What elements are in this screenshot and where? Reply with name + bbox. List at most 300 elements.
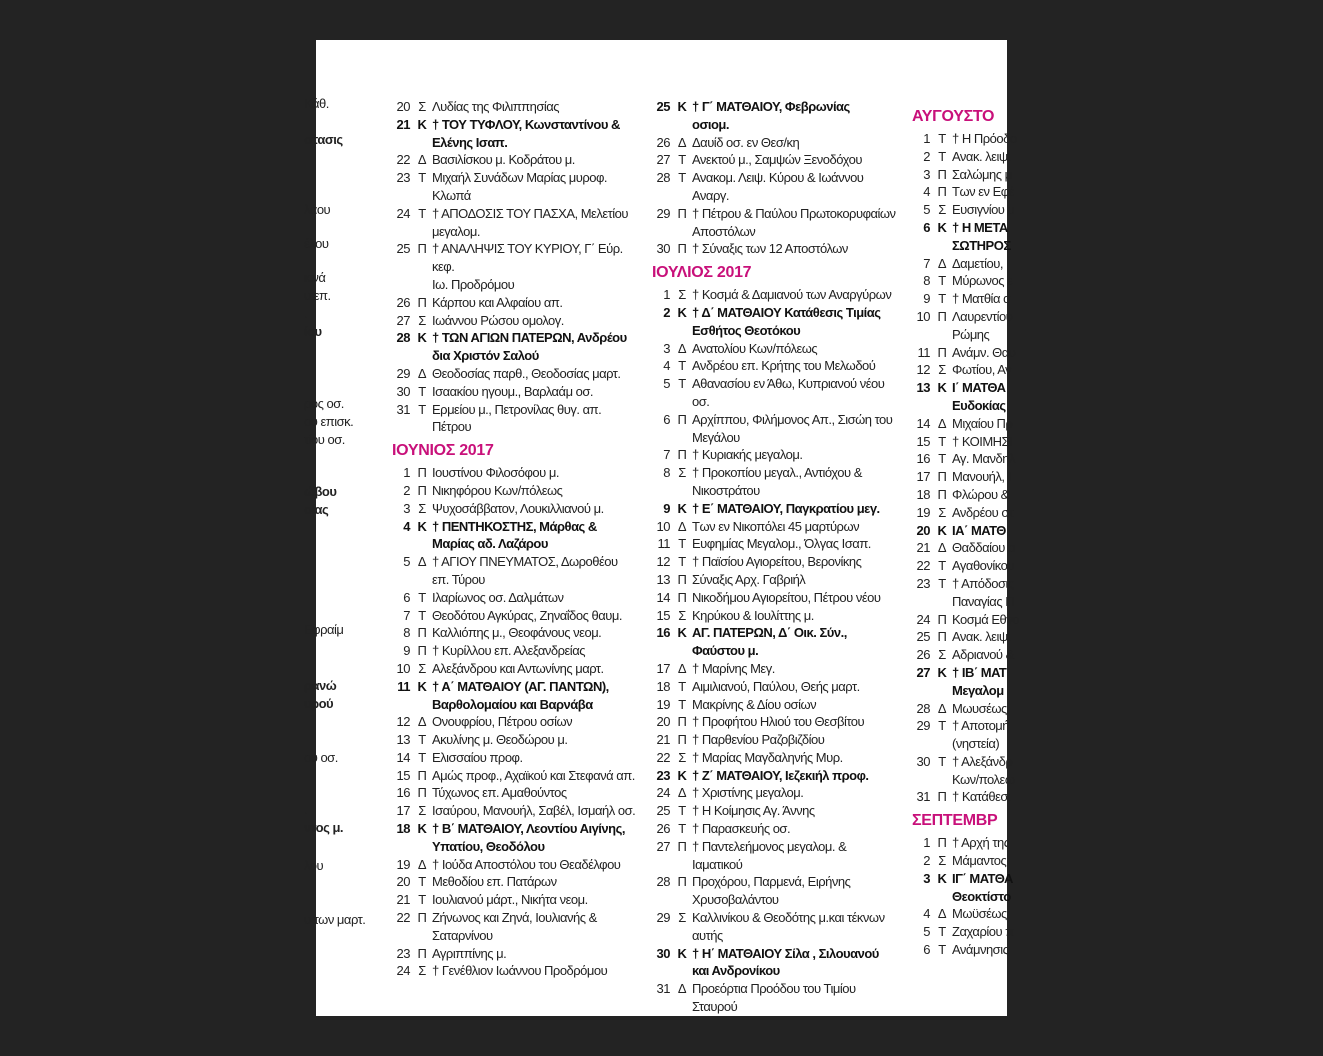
feast-text: Αγαθονίκου: [952, 558, 1014, 574]
left-fragment-text: ρανώ: [304, 678, 337, 693]
feast-text: † Αρχή της: [952, 835, 1010, 851]
calendar-entry: [912, 717, 1152, 735]
weekday-letter: Τ: [938, 753, 946, 769]
calendar-entry: [652, 205, 897, 223]
weekday-letter: Τ: [938, 131, 946, 146]
calendar-entry: [652, 820, 897, 838]
feast-text: † Κυρίλλου επ. Αλεξανδρείας: [432, 643, 585, 659]
calendar-entry: [392, 169, 637, 187]
feast-text: † Απόδοσις: [952, 575, 1014, 591]
feast-text: Κλωπά: [432, 187, 471, 203]
calendar-entry: [392, 802, 637, 820]
feast-text: Ι΄ ΜΑΤΘΑ: [952, 380, 1006, 396]
day-number: 22: [396, 152, 410, 168]
weekday-letter: [414, 927, 430, 945]
weekday-letter: Π: [937, 835, 947, 851]
day-number: 23: [396, 170, 410, 186]
feast-text: Ανακομ. Λειψ. Κύρου & Ιωάννου Αναργ.: [692, 170, 864, 203]
calendar-entry: [652, 500, 897, 518]
weekday-letter: Τ: [678, 358, 686, 374]
weekday-letter: Π: [677, 447, 687, 463]
calendar-entry: [912, 700, 1152, 718]
weekday-letter: Σ: [418, 500, 426, 516]
feast-text: Μωϋσέως: [952, 906, 1007, 922]
calendar-entry: [392, 134, 637, 152]
day-number: 7: [403, 607, 410, 623]
day-number: 9: [923, 291, 930, 307]
day-number: 25: [656, 99, 670, 114]
weekday-letter: Κ: [417, 821, 427, 837]
weekday-letter: Τ: [678, 678, 686, 694]
month-heading: ΙΟΥΛΙΟΣ 2017: [652, 264, 752, 282]
day-number: 4: [403, 518, 410, 534]
feast-text: Μανουήλ, Ι: [952, 469, 1011, 485]
calendar-entry: [392, 589, 637, 607]
day-number: 6: [663, 411, 670, 427]
feast-text: † ΑΠΟΔΟΣΙΣ ΤΟΥ ΠΑΣΧΑ, Μελετίου: [432, 205, 628, 221]
calendar-entry: [912, 433, 1152, 451]
calendar-entry: [392, 678, 637, 696]
calendar-entry: [392, 873, 637, 891]
weekday-letter: Τ: [938, 291, 946, 307]
feast-text: Ονουφρίου, Πέτρου οσίων: [432, 714, 573, 730]
feast-text: † Μαρίας Μαγδαληνής Μυρ.: [692, 749, 843, 765]
weekday-letter: Δ: [937, 255, 947, 271]
calendar-entry: [912, 888, 1152, 906]
day-number: 24: [396, 205, 410, 221]
feast-text: † Προφήτου Ηλιού του Θεσβίτου: [692, 714, 865, 730]
day-number: 25: [916, 629, 930, 645]
weekday-letter: [934, 397, 950, 415]
calendar-entry: [652, 518, 897, 536]
feast-text: † Ματθία α: [952, 291, 1011, 307]
weekday-letter: Π: [417, 767, 427, 783]
feast-text: Εσθήτος Θεοτόκου: [692, 322, 801, 338]
weekday-letter: Σ: [418, 312, 426, 328]
feast-text: (νηστεία): [952, 736, 1000, 752]
weekday-letter: [414, 187, 430, 205]
calendar-entry: [912, 397, 1152, 415]
feast-text: Κοσμά Εθνο: [952, 611, 1020, 627]
feast-text: ΑΓ. ΠΑΤΕΡΩΝ, Δ΄ Οικ. Σύν.,: [692, 625, 847, 641]
feast-text: Αιμιλιανού, Παύλου, Θεής μαρτ.: [692, 678, 860, 694]
weekday-letter: [414, 347, 430, 365]
feast-text: Ιωάννου Ρώσου ομολογ.: [432, 312, 564, 328]
weekday-letter: Τ: [938, 942, 946, 958]
feast-text: Κηρύκου & Ιουλίττης μ.: [692, 607, 814, 623]
day-number: 15: [656, 607, 670, 623]
calendar-entry: [652, 642, 897, 660]
calendar-entry: [912, 415, 1152, 433]
day-number: 3: [403, 500, 410, 516]
month-heading: ΙΟΥΝΙΟΣ 2017: [392, 442, 494, 460]
calendar-entry: [392, 784, 637, 802]
weekday-letter: Δ: [417, 554, 427, 570]
feast-text: Ιουλιανού μάρτ., Νικήτα νεομ.: [432, 892, 588, 908]
weekday-letter: Τ: [418, 589, 426, 605]
feast-text: Μεγάλου: [692, 429, 740, 445]
weekday-letter: Τ: [418, 383, 426, 399]
day-number: 4: [923, 906, 930, 922]
feast-text: † Η ΜΕΤΑ: [952, 219, 1008, 235]
feast-text: Ανδρέου επ. Κρήτης του Μελωδού: [692, 358, 876, 374]
day-number: [912, 237, 934, 255]
day-number: 12: [396, 714, 410, 730]
calendar-entry: [652, 429, 897, 447]
day-number: 1: [403, 465, 410, 481]
day-number: 6: [403, 589, 410, 605]
weekday-letter: Τ: [938, 718, 946, 734]
day-number: 29: [656, 205, 670, 221]
day-number: 16: [916, 451, 930, 467]
feast-text: οσιομ.: [692, 116, 729, 132]
calendar-entry: [652, 696, 897, 714]
weekday-letter: Π: [677, 838, 687, 854]
feast-text: Αποστόλων: [692, 223, 756, 239]
left-fragment-text: κινά: [304, 270, 326, 285]
feast-text: Αρχίππου, Φιλήμονος Απ., Σισώη του: [692, 411, 893, 427]
day-number: [912, 593, 934, 611]
feast-text: Μαρίας αδ. Λαζάρου: [432, 536, 548, 552]
weekday-letter: [934, 326, 950, 344]
weekday-letter: Σ: [418, 803, 426, 819]
calendar-entry: [912, 539, 1152, 557]
day-number: [392, 927, 414, 945]
day-number: [652, 223, 674, 241]
feast-text: Κάρπου και Αλφαίου απ.: [432, 294, 563, 310]
day-number: 3: [663, 340, 670, 356]
weekday-letter: Π: [937, 789, 947, 805]
feast-text: † Χριστίνης μεγαλομ.: [692, 785, 804, 801]
feast-text: Αμώς προφ., Αχαϊκού και Στεφανά απ.: [432, 767, 635, 783]
feast-text: † Παϊσίου Αγιορείτου, Βερονίκης: [692, 554, 862, 570]
weekday-letter: Τ: [938, 148, 946, 164]
left-fragment-text: ου επισκ.: [304, 414, 354, 429]
weekday-letter: Κ: [677, 500, 687, 516]
day-number: 1: [923, 835, 930, 851]
day-number: 12: [916, 362, 930, 378]
day-number: 28: [396, 330, 410, 346]
weekday-letter: Δ: [677, 660, 687, 676]
calendar-entry: [392, 713, 637, 731]
calendar-entry: [912, 941, 1152, 959]
feast-text: † Προκοπίου μεγαλ., Αντιόχου &: [692, 465, 862, 481]
calendar-entry: [652, 116, 897, 134]
day-number: 2: [923, 853, 930, 869]
weekday-letter: Σ: [938, 647, 946, 663]
day-number: 22: [396, 910, 410, 926]
calendar-entry: [912, 255, 1152, 273]
weekday-letter: Σ: [418, 99, 426, 114]
weekday-letter: [674, 642, 690, 660]
weekday-letter: Π: [937, 611, 947, 627]
day-number: [652, 429, 674, 447]
calendar-entry: [392, 401, 637, 437]
day-number: 21: [916, 540, 930, 556]
day-number: 14: [396, 749, 410, 765]
day-number: 27: [916, 664, 930, 680]
left-fragment-text: έλου: [304, 236, 329, 251]
feast-text: Τύχωνος επ. Αμαθούντος: [432, 785, 567, 801]
left-fragment-text: Κάθ.: [304, 96, 329, 111]
feast-text: † Α΄ ΜΑΤΘΑΙΟΥ (ΑΓ. ΠΑΝΤΩΝ),: [432, 678, 609, 694]
day-number: 14: [916, 415, 930, 431]
day-number: 21: [656, 732, 670, 748]
weekday-letter: [414, 696, 430, 714]
calendar-entry: [652, 607, 897, 625]
calendar-entry: [392, 749, 637, 767]
month-heading: ΣΕΠΤΕΜΒΡ: [912, 812, 998, 830]
feast-text: Ευδοκίας: [952, 397, 1006, 413]
day-number: 31: [916, 789, 930, 805]
day-number: 30: [396, 383, 410, 399]
calendar-entry: [912, 522, 1152, 540]
calendar-entry: [392, 240, 637, 276]
day-number: 8: [403, 625, 410, 641]
day-number: 2: [403, 482, 410, 498]
day-number: 18: [656, 678, 670, 694]
calendar-entry: [652, 151, 897, 169]
feast-text: Ισαύρου, Μανουήλ, Σαβέλ, Ισμαήλ οσ.: [432, 803, 636, 819]
calendar-entry: [392, 820, 637, 838]
day-number: 13: [396, 732, 410, 748]
day-number: 21: [396, 892, 410, 908]
day-number: 24: [916, 611, 930, 627]
day-number: [392, 696, 414, 714]
weekday-letter: Π: [937, 166, 947, 182]
weekday-letter: [414, 134, 430, 152]
weekday-letter: Π: [677, 589, 687, 605]
day-number: 5: [923, 202, 930, 218]
calendar-entry: [392, 856, 637, 874]
feast-text: † Ζ΄ ΜΑΤΘΑΙΟΥ, Ιεζεκιήλ προφ.: [692, 767, 869, 783]
calendar-entry: [392, 696, 637, 714]
feast-text: † Κατάθεσι: [952, 789, 1011, 805]
feast-text: δια Χριστόν Σαλού: [432, 348, 539, 364]
calendar-entry: [392, 518, 637, 536]
day-number: 9: [403, 643, 410, 659]
weekday-letter: Κ: [677, 304, 687, 320]
calendar-entry: [652, 240, 897, 258]
calendar-entry: [912, 905, 1152, 923]
calendar-entry: [392, 223, 637, 241]
weekday-letter: Σ: [418, 660, 426, 676]
weekday-letter: Π: [417, 241, 427, 257]
calendar-entry: [652, 357, 897, 375]
day-number: 2: [663, 304, 670, 320]
weekday-letter: Π: [937, 469, 947, 485]
calendar-entry: [392, 347, 637, 365]
feast-text: Λυδίας της Φιλιππησίας: [432, 99, 560, 114]
calendar-entry: [652, 749, 897, 767]
day-number: 29: [656, 910, 670, 926]
feast-text: † Παρασκευής οσ.: [692, 821, 791, 837]
left-fragment-text: .: [304, 306, 308, 321]
day-number: 8: [663, 465, 670, 481]
day-number: 26: [656, 821, 670, 837]
feast-text: † Πέτρου & Παύλου Πρωτοκορυφαίων: [692, 205, 896, 221]
day-number: 9: [663, 500, 670, 516]
feast-text: Ιουστίνου Φιλοσόφου μ.: [432, 465, 559, 481]
calendar-entry: [392, 151, 637, 169]
day-number: [912, 888, 934, 906]
weekday-letter: [414, 838, 430, 856]
day-number: 27: [656, 838, 670, 854]
feast-text: Ευσιγνίου μ: [952, 202, 1015, 218]
day-number: 17: [396, 803, 410, 819]
day-number: 19: [396, 856, 410, 872]
calendar-entry: [652, 945, 897, 963]
feast-text: Νικηφόρου Κων/πόλεως: [432, 482, 563, 498]
day-number: 8: [923, 273, 930, 289]
day-number: 30: [656, 241, 670, 257]
day-number: 19: [916, 504, 930, 520]
feast-text: Σαλώμης μ: [952, 166, 1012, 182]
weekday-letter: Π: [677, 241, 687, 257]
weekday-letter: Π: [937, 308, 947, 324]
weekday-letter: Κ: [417, 330, 427, 346]
column-august-september: [912, 102, 1152, 959]
left-fragment-text: λάου: [304, 202, 331, 217]
calendar-entry: [392, 607, 637, 625]
weekday-letter: Σ: [938, 853, 946, 869]
left-fragment-text: ρος οσ.: [304, 396, 344, 411]
day-number: [912, 397, 934, 415]
feast-text: ΙΓ΄ ΜΑΤΘΑ: [952, 870, 1013, 886]
calendar-entry: [912, 646, 1152, 664]
calendar-entry: [912, 611, 1152, 629]
left-fragment-text: λου: [304, 858, 324, 873]
day-number: [652, 322, 674, 340]
day-number: 30: [916, 753, 930, 769]
calendar-entry: [392, 660, 637, 678]
weekday-letter: Π: [417, 465, 427, 481]
day-number: 10: [656, 518, 670, 534]
feast-text: Δαυίδ οσ. εν Θεσ/κη: [692, 134, 800, 150]
left-fragment-text: ώβου: [304, 484, 337, 499]
day-number: 6: [923, 219, 930, 235]
feast-text: † Αλεξάνδρ: [952, 753, 1013, 769]
feast-text: Αγριππίνης μ.: [432, 945, 507, 961]
calendar-entry: [912, 486, 1152, 504]
day-number: 29: [916, 718, 930, 734]
day-number: 23: [916, 575, 930, 591]
calendar-entry: [652, 482, 897, 500]
day-number: [912, 771, 934, 789]
calendar-entry: [652, 571, 897, 589]
calendar-entry: [912, 379, 1152, 397]
calendar-entry: [652, 169, 897, 205]
day-number: 24: [656, 785, 670, 801]
left-fragment-text: στασις: [304, 132, 343, 147]
feast-text: Αθανασίου εν Άθω, Κυπριανού νέου οσ.: [692, 376, 885, 409]
weekday-letter: [674, 223, 690, 241]
calendar-entry: [912, 326, 1152, 344]
feast-text: † ΠΕΝΤΗΚΟΣΤΗΣ, Μάρθας &: [432, 518, 597, 534]
weekday-letter: Τ: [678, 554, 686, 570]
feast-text: † ΤΟΥ ΤΥΦΛΟΥ, Κωνσταντίνου &: [432, 116, 620, 132]
day-number: 20: [916, 522, 930, 538]
weekday-letter: Τ: [938, 433, 946, 449]
calendar-entry: [652, 873, 897, 891]
day-number: [392, 347, 414, 365]
day-number: 5: [663, 376, 670, 392]
day-number: 10: [916, 308, 930, 324]
weekday-letter: Δ: [677, 134, 687, 150]
calendar-entry: [652, 962, 897, 980]
feast-text: Ανάμνησις: [952, 942, 1009, 958]
calendar-entry: [392, 945, 637, 963]
weekday-letter: Κ: [677, 767, 687, 783]
weekday-letter: Π: [677, 205, 687, 221]
feast-text: Κων/πολεω: [952, 771, 1015, 787]
calendar-entry: [912, 166, 1152, 184]
calendar-entry: [392, 294, 637, 312]
feast-text: Ερμείου μ., Πετρονίλας θυγ. απ. Πέτρου: [432, 401, 602, 435]
weekday-letter: Π: [677, 411, 687, 427]
weekday-letter: Τ: [938, 451, 946, 467]
feast-text: Μεγαλομ: [952, 682, 1004, 698]
feast-text: Δαμετίου,: [952, 255, 1003, 271]
weekday-letter: Τ: [418, 401, 426, 417]
weekday-letter: Π: [677, 874, 687, 890]
feast-text: Ανατολίου Κων/πόλεως: [692, 340, 818, 356]
weekday-letter: [414, 535, 430, 553]
feast-text: Σαταρνίνου: [432, 927, 493, 943]
feast-text: Βασιλίσκου μ. Κοδράτου μ.: [432, 152, 575, 168]
weekday-letter: Τ: [418, 607, 426, 623]
day-number: 5: [923, 924, 930, 940]
left-fragment-text: υρού: [304, 696, 334, 711]
weekday-letter: Δ: [677, 785, 687, 801]
weekday-letter: Τ: [678, 803, 686, 819]
day-number: 15: [916, 433, 930, 449]
calendar-entry: [392, 891, 637, 909]
day-number: 28: [656, 874, 670, 890]
feast-text: Ελισσαίου προφ.: [432, 749, 523, 765]
day-number: 3: [923, 870, 930, 886]
day-number: 20: [656, 714, 670, 730]
calendar-entry: [652, 731, 897, 749]
weekday-letter: [934, 593, 950, 611]
day-number: 22: [916, 558, 930, 574]
weekday-letter: [934, 888, 950, 906]
weekday-letter: Δ: [677, 340, 687, 356]
feast-text: Μιχαίου Πρ: [952, 415, 1013, 431]
feast-text: Μάμαντος: [952, 853, 1007, 869]
calendar-entry: [392, 535, 637, 553]
day-number: [392, 571, 414, 589]
feast-text: Μακρίνης & Δίου οσίων: [692, 696, 817, 712]
feast-text: Μωυσέως: [952, 700, 1007, 716]
day-number: 14: [656, 589, 670, 605]
day-number: 10: [396, 660, 410, 676]
calendar-entry: [912, 870, 1152, 888]
day-number: [392, 535, 414, 553]
weekday-letter: Τ: [938, 575, 946, 591]
weekday-letter: Κ: [677, 99, 687, 114]
weekday-letter: Π: [417, 643, 427, 659]
calendar-entry: [652, 980, 897, 1016]
calendar-entry: [392, 98, 637, 116]
feast-text: † Η΄ ΜΑΤΘΑΙΟΥ Σίλα , Σιλουανού: [692, 945, 879, 961]
feast-text: Μεθοδίου επ. Πατάρων: [432, 874, 557, 890]
calendar-entry: [912, 852, 1152, 870]
calendar-entry: [912, 237, 1152, 255]
feast-text: Θεοκτίστο: [952, 888, 1011, 904]
calendar-entry: [912, 575, 1152, 593]
feast-text: επ. Τύρου: [432, 571, 485, 587]
